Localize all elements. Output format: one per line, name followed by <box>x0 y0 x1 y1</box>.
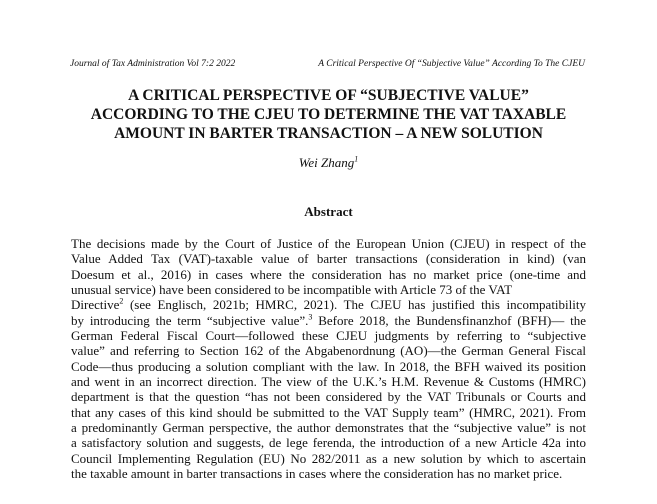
author-byline <box>0 155 657 171</box>
abstract-line: Doesum et al., 2016) in cases where the consideration has no market price (one-time and <box>71 266 586 282</box>
abstract-line: Value Added Tax (VAT)-taxable value of barter transactions (consideration in kind) (van <box>71 251 586 267</box>
abstract-text: Before 2018, the Bundensfinanzhof (BFH)— the <box>312 312 586 328</box>
abstract-line: the taxable amount in barter transactions in cases where the consideration has no market price. <box>71 465 563 481</box>
abstract-line: Council Implementing Regulation (EU) No 282/2011 as a new solution by which to ascertain <box>71 450 586 466</box>
abstract-line <box>71 297 586 312</box>
title-line: AMOUNT IN BARTER TRANSACTION – A NEW SOLUTION <box>114 125 543 142</box>
running-title: A Critical Perspective Of “Subjective Value” According To The CJEU <box>318 59 585 69</box>
abstract-line: and went in an incorrect direction. The view of the U.K.’s H.M. Revenue & Customs (HMRC) <box>71 373 586 389</box>
abstract-line: a satisfactory solution and suggests, de lege ferenda, the introduction of a new Article 42a into <box>71 435 586 451</box>
abstract-text: (see Englisch, 2021b; HMRC, 2021). The CJEU has justified this incompatibility <box>123 297 586 313</box>
title-line: A CRITICAL PERSPECTIVE OF “SUBJECTIVE VALUE” <box>128 87 529 104</box>
author-name: Wei Zhang <box>298 155 355 170</box>
abstract-line: value” and referring to Section 162 of the Abgabenordnung (AO)—the German General Fiscal <box>71 343 586 359</box>
abstract-text: Directive <box>71 297 120 313</box>
title-line: ACCORDING TO THE CJEU TO DETERMINE THE VAT TAXABLE <box>90 106 567 123</box>
abstract-text: by introducing the term “subjective value”. <box>71 312 309 328</box>
abstract-body <box>71 236 586 481</box>
paper-title <box>60 86 597 143</box>
author-footnote-marker[interactable]: 1 <box>354 154 359 164</box>
abstract-line: department is that the question “has not been considered by the VAT Tribunals or Courts and <box>71 389 586 405</box>
abstract-line: The decisions made by the Court of Justice of the European Union (CJEU) in respect of the <box>71 236 586 251</box>
abstract-line: that any cases of this kind should be submitted to the VAT Supply team” (HMRC, 2021). From <box>71 404 586 420</box>
abstract-line: a predominantly German perspective, the author demonstrates that the “subjective value” is not <box>71 419 586 435</box>
abstract-heading: Abstract <box>304 204 353 219</box>
footnote-marker[interactable]: 2 <box>119 296 124 306</box>
abstract-line: unusual service) have been considered to be incompatible with Article 73 of the VAT <box>71 281 513 297</box>
journal-citation: Journal of Tax Administration Vol 7:2 2022 <box>70 59 236 69</box>
footnote-marker[interactable]: 3 <box>308 312 313 322</box>
abstract-line: German Federal Fiscal Court—followed these CJEU judgments by referring to “subjective <box>71 327 586 343</box>
abstract-line: Code—thus producing a solution compliant with the law. In 2018, the BFH waived its position <box>71 358 586 374</box>
running-head <box>70 58 585 70</box>
abstract-line <box>71 313 586 328</box>
